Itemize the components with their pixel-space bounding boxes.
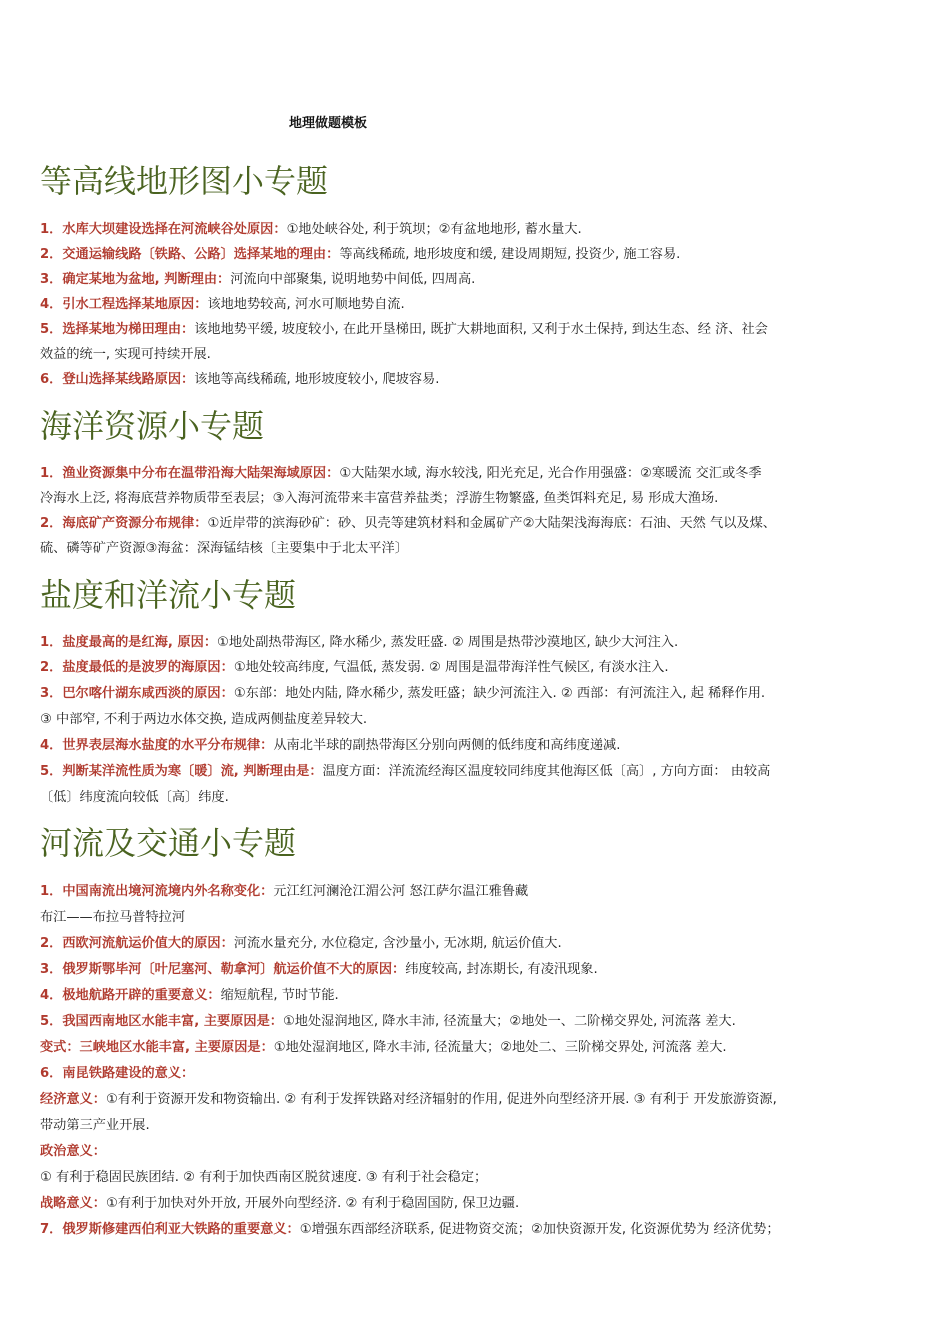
- item-label: 2．盐度最低的是波罗的海原因：: [40, 660, 234, 675]
- item-label: 2．海底矿产资源分布规律：: [40, 516, 208, 531]
- list-item: [40, 659, 930, 677]
- item-text: 布江——布拉马普特拉河: [40, 910, 186, 925]
- item-label: 6．南昆铁路建设的意义：: [40, 1066, 195, 1081]
- item-text: ① 有利于稳固民族团结. ② 有利于加快西南区脱贫速度. ③ 有利于社会稳定；: [40, 1170, 488, 1185]
- list-item: [40, 737, 930, 755]
- list-item: [40, 321, 930, 339]
- list-item-continuation: [40, 909, 930, 927]
- list-item-continuation: [40, 1169, 930, 1187]
- item-text: ①地处较高纬度, 气温低, 蒸发弱. ② 周围是温带海洋性气候区, 有淡水注入.: [233, 660, 669, 675]
- list-item: [40, 271, 930, 289]
- item-label: 1．水库大坝建设选择在河流峡谷处原因：: [40, 222, 287, 237]
- list-item-continuation: [40, 540, 930, 558]
- item-text: 等高线稀疏, 地形坡度和缓, 建设周期短, 投资少, 施工容易.: [339, 247, 681, 262]
- item-text: 缩短航程, 节时节能.: [220, 988, 339, 1003]
- item-text: ①有利于资源开发和物资输出. ② 有利于发挥铁路对经济辐射的作用, 促进外向型经济开展. ③ 有利于 开发旅游资源,: [105, 1092, 777, 1107]
- list-item: [40, 685, 930, 703]
- list-item: [40, 1195, 930, 1213]
- item-text: 硫、磷等矿产资源③海盆：深海锰结核〔主要集中于北太平洋〕: [40, 541, 408, 556]
- list-item: [40, 634, 930, 652]
- item-label: 7．俄罗斯修建西伯利亚大铁路的重要意义：: [40, 1222, 300, 1237]
- item-text: ①地处峡谷处, 利于筑坝；②有盆地地形, 蓄水量大.: [286, 222, 582, 237]
- list-item-continuation: [40, 789, 930, 807]
- item-label: 1．渔业资源集中分布在温带沿海大陆架海域原因：: [40, 466, 340, 481]
- item-label: 1．中国南流出境河流境内外名称变化：: [40, 884, 274, 899]
- list-item-continuation: [40, 711, 930, 729]
- item-text: 从南北半球的副热带海区分别向两侧的低纬度和高纬度递减.: [273, 738, 621, 753]
- item-text: ①地处副热带海区, 降水稀少, 蒸发旺盛. ② 周围是热带沙漠地区, 缺少大河注入.: [217, 635, 679, 650]
- item-text: ①近岸带的滨海砂矿：砂、贝壳等建筑材料和金属矿产②大陆架浅海海底：石油、天然 气以及煤、: [207, 516, 776, 531]
- item-text: 纬度较高, 封冻期长, 有凌汛现象.: [405, 962, 598, 977]
- item-text: ③ 中部窄, 不利于两边水体交换, 造成两侧盐度差异较大.: [40, 712, 368, 727]
- item-text: 该地地势平缓, 坡度较小, 在此开垦梯田, 既扩大耕地面积, 又利于水土保持, 到达生态、经 济、社会: [194, 322, 768, 337]
- list-item: [40, 246, 930, 264]
- item-text: 带动第三产业开展.: [40, 1118, 150, 1133]
- list-item: [40, 763, 930, 781]
- list-item: [40, 221, 930, 239]
- list-item: [40, 296, 930, 314]
- item-label: 3．巴尔喀什湖东咸西淡的原因：: [40, 686, 234, 701]
- item-text: 河流向中部聚集, 说明地势中间低, 四周高.: [230, 272, 476, 287]
- section-title-salinity-currents: 盐度和洋流小专题: [40, 576, 297, 614]
- item-text: ①东部：地处内陆, 降水稀少, 蒸发旺盛；缺少河流注入. ② 西部：有河流注入, 起 稀释作用.: [233, 686, 766, 701]
- item-text: 温度方面：洋流流经海区温度较同纬度其他海区低〔高〕, 方向方面： 由较高: [322, 764, 771, 779]
- item-label: 5．选择某地为梯田理由：: [40, 322, 195, 337]
- list-item: [40, 1013, 930, 1031]
- item-label: 4．世界表层海水盐度的水平分布规律：: [40, 738, 274, 753]
- list-item: [40, 1065, 930, 1083]
- list-item: [40, 1039, 930, 1057]
- item-text: 该地等高线稀疏, 地形坡度较小, 爬坡容易.: [194, 372, 440, 387]
- list-item: [40, 883, 930, 901]
- list-item-continuation: [40, 1117, 930, 1135]
- item-text: 河流水量充分, 水位稳定, 含沙量小, 无冰期, 航运价值大.: [233, 936, 562, 951]
- list-item: [40, 371, 930, 389]
- item-label: 3．俄罗斯鄂毕河〔叶尼塞河、勒拿河〕航运价值不大的原因：: [40, 962, 406, 977]
- item-label: 经济意义：: [40, 1092, 106, 1107]
- item-label: 4．引水工程选择某地原因：: [40, 297, 208, 312]
- list-item-continuation: [40, 490, 930, 508]
- item-text: 元江红河澜沧江湄公河 怒江萨尔温江雅鲁藏: [273, 884, 529, 899]
- section-title-contour: 等高线地形图小专题: [40, 162, 329, 200]
- section-title-ocean-resources: 海洋资源小专题: [40, 407, 265, 445]
- item-text: 该地地势较高, 河水可顺地势自流.: [207, 297, 405, 312]
- list-item: [40, 961, 930, 979]
- item-label: 政治意义：: [40, 1144, 106, 1159]
- item-text: ①大陆架水域, 海水较浅, 阳光充足, 光合作用强盛：②寒暖流 交汇或冬季: [339, 466, 762, 481]
- section-title-rivers-transport: 河流及交通小专题: [40, 824, 297, 862]
- list-item: [40, 1143, 930, 1161]
- item-label: 2．西欧河流航运价值大的原因：: [40, 936, 234, 951]
- item-label: 战略意义：: [40, 1196, 106, 1211]
- list-item-continuation: [40, 346, 930, 364]
- list-item: [40, 987, 930, 1005]
- item-text: ①地处湿润地区, 降水丰沛, 径流量大；②地处一、二阶梯交界处, 河流落 差大.: [282, 1014, 736, 1029]
- list-item: [40, 1221, 930, 1239]
- list-item: [40, 515, 930, 533]
- item-label: 变式：三峡地区水能丰富, 主要原因是：: [40, 1040, 274, 1055]
- item-label: 4．极地航路开辟的重要意义：: [40, 988, 221, 1003]
- document-title: 地理做题模板: [289, 116, 368, 131]
- item-label: 5．判断某洋流性质为寒〔暖〕流, 判断理由是：: [40, 764, 323, 779]
- item-text: ①增强东西部经济联系, 促进物资交流；②加快资源开发, 化资源优势为 经济优势；: [299, 1222, 780, 1237]
- item-label: 1．盐度最高的是红海, 原因：: [40, 635, 218, 650]
- list-item: [40, 465, 930, 483]
- item-text: ①有利于加快对外开放, 开展外向型经济. ② 有利于稳固国防, 保卫边疆.: [105, 1196, 520, 1211]
- item-label: 5．我国西南地区水能丰富, 主要原因是：: [40, 1014, 283, 1029]
- item-text: 〔低〕纬度流向较低〔高〕纬度.: [40, 790, 229, 805]
- list-item: [40, 1091, 930, 1109]
- item-text: ①地处湿润地区, 降水丰沛, 径流量大；②地处二、三阶梯交界处, 河流落 差大.: [273, 1040, 727, 1055]
- item-label: 2．交通运输线路〔铁路、公路〕选择某地的理由：: [40, 247, 340, 262]
- item-text: 冷海水上泛, 将海底营养物质带至表层；③入海河流带来丰富营养盐类；浮游生物繁盛, 鱼类饵料充足, 易 形成大渔场.: [40, 491, 719, 506]
- item-label: 6．登山选择某线路原因：: [40, 372, 195, 387]
- item-label: 3．确定某地为盆地, 判断理由：: [40, 272, 231, 287]
- item-text: 效益的统一, 实现可持续开展.: [40, 347, 211, 362]
- list-item: [40, 935, 930, 953]
